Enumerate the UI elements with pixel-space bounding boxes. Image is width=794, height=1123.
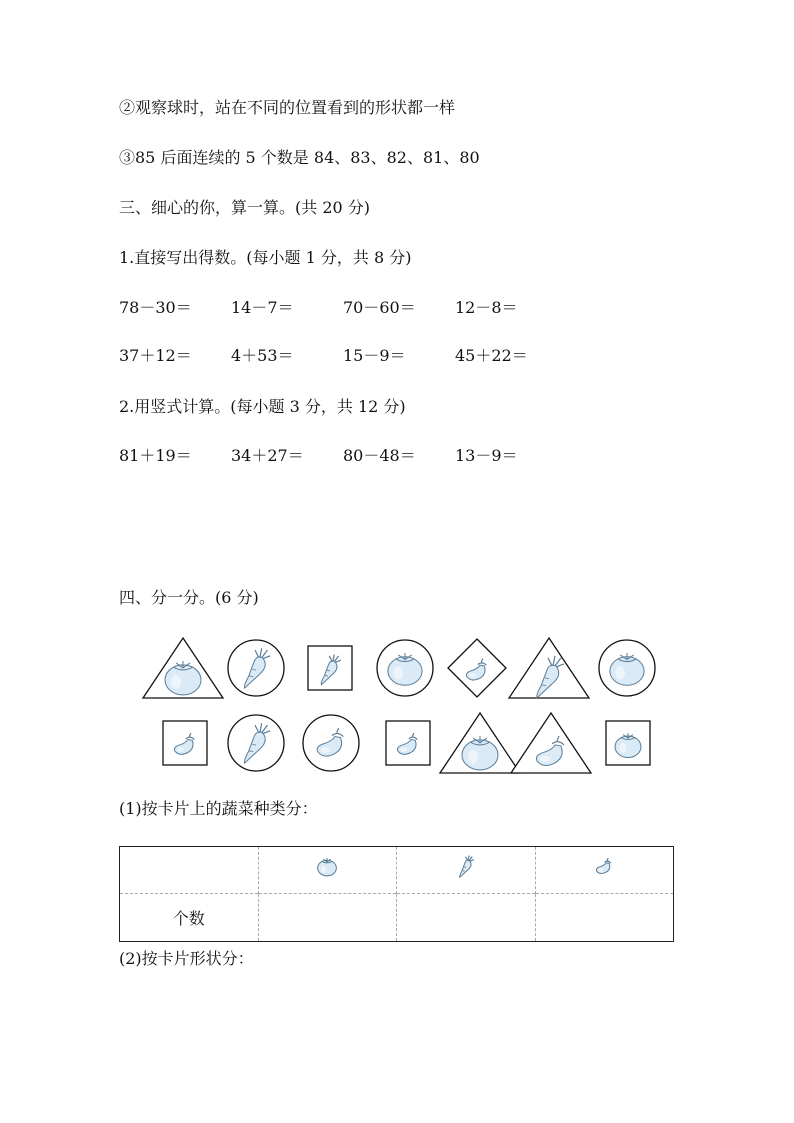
problem: 78－30＝	[119, 298, 192, 317]
circle-card-carrot	[227, 714, 285, 772]
tomato-icon	[312, 868, 342, 887]
answer-cell[interactable]	[258, 894, 397, 942]
table-header-cell	[397, 847, 536, 894]
carrot-icon	[451, 853, 481, 883]
eggplant-icon	[510, 712, 592, 774]
square-card-carrot	[307, 645, 353, 691]
circle-card-tomato	[598, 639, 656, 697]
triangle-card-carrot	[508, 637, 590, 699]
tomato-icon	[605, 720, 651, 766]
carrot-icon	[451, 868, 481, 887]
eggplant-icon	[589, 868, 619, 887]
eggplant-icon	[162, 720, 208, 766]
problem: 34＋27＝	[231, 446, 304, 465]
problem: 13－9＝	[455, 446, 518, 465]
problem: 81＋19＝	[119, 446, 192, 465]
carrot-icon	[307, 645, 353, 691]
eggplant-icon	[302, 714, 360, 772]
statement-2: ②观察球时，站在不同的位置看到的形状都一样	[119, 98, 456, 117]
statement-3: ③85 后面连续的 5 个数是 84、83、82、81、80	[119, 148, 480, 167]
tomato-icon	[376, 639, 434, 697]
eggplant-icon	[385, 720, 431, 766]
square-card-eggplant	[162, 720, 208, 766]
circle-card-tomato	[376, 639, 434, 697]
table-header-cell	[535, 847, 674, 894]
problem: 37＋12＝	[119, 346, 192, 365]
tomato-icon	[142, 637, 224, 699]
tomato-icon	[598, 639, 656, 697]
sorting-table	[119, 846, 674, 942]
answer-cell[interactable]	[535, 894, 674, 942]
problem: 14－7＝	[231, 298, 294, 317]
problem: 12－8＝	[455, 298, 518, 317]
table-row	[120, 894, 674, 942]
part-2-title: 2.用竖式计算。(每小题 3 分，共 12 分)	[119, 397, 406, 416]
tomato-icon	[439, 712, 521, 774]
table-cell	[120, 847, 259, 894]
problem: 45＋22＝	[455, 346, 528, 365]
square-card-eggplant	[385, 720, 431, 766]
question-1: (1)按卡片上的蔬菜种类分：	[119, 799, 318, 818]
circle-card-eggplant	[302, 714, 360, 772]
table-header-row	[120, 847, 674, 894]
part-1-title: 1.直接写出得数。(每小题 1 分，共 8 分)	[119, 248, 412, 267]
eggplant-icon	[589, 853, 619, 883]
section-4-heading: 四、分一分。(6 分)	[119, 588, 259, 607]
triangle-card-tomato	[142, 637, 224, 699]
problem: 15－9＝	[343, 346, 406, 365]
diamond-card-eggplant	[447, 638, 507, 698]
table-header-cell	[258, 847, 397, 894]
problem: 80－48＝	[343, 446, 416, 465]
section-3-heading: 三、细心的你，算一算。(共 20 分)	[119, 198, 371, 217]
eggplant-icon	[447, 638, 507, 698]
problem: 4＋53＝	[231, 346, 294, 365]
answer-cell[interactable]	[397, 894, 536, 942]
square-card-tomato	[605, 720, 651, 766]
carrot-icon	[508, 637, 590, 699]
problem: 70－60＝	[343, 298, 416, 317]
triangle-card-tomato	[439, 712, 521, 774]
circle-card-carrot	[227, 639, 285, 697]
carrot-icon	[227, 714, 285, 772]
carrot-icon	[227, 639, 285, 697]
row-label: 个数	[120, 894, 259, 942]
triangle-card-eggplant	[510, 712, 592, 774]
tomato-icon	[312, 853, 342, 883]
question-2: (2)按卡片形状分：	[119, 949, 254, 968]
